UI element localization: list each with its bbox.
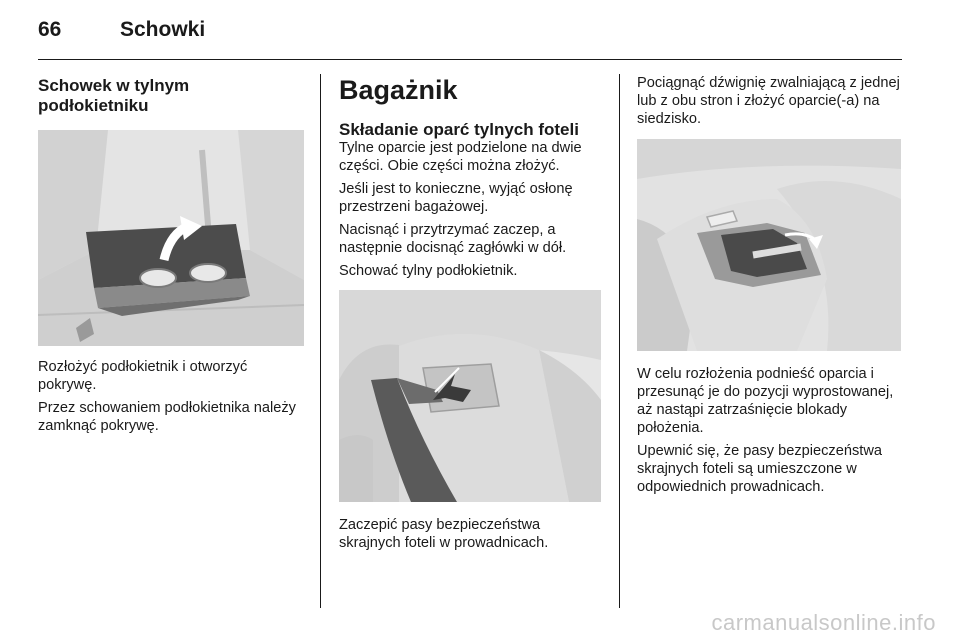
paragraph: Pociągnąć dźwignię zwalniającą z jednej lub z obu stron i złożyć oparcie(-a) na siedzisko. — [637, 75, 900, 127]
paragraph: W celu rozłożenia podnieść oparcia i przesunąć je do pozycji wyprostowanej, aż nastąpi zatrzaśnięcie blokady położenia. — [637, 366, 894, 436]
caption: Zaczepić pasy bezpieczeństwa skrajnych foteli w prowadnicach. — [339, 517, 549, 551]
paragraph: Upewnić się, że pasy bezpieczeństwa skrajnych foteli są umieszczone w odpowiednich prowadnicach. — [637, 443, 882, 495]
column-divider-2 — [619, 74, 620, 608]
release-lever-illustration — [637, 139, 901, 351]
paragraph: Przez schowaniem podłokietnika należy zamknąć pokrywę. — [38, 400, 296, 434]
header-rule — [38, 59, 902, 60]
armrest-illustration — [38, 130, 304, 346]
folding-seats-subtitle: Składanie oparć tylnych foteli — [339, 120, 579, 139]
page-number: 66 — [38, 18, 62, 41]
section-title: Schowki — [120, 18, 206, 41]
paragraph: Rozłożyć podłokietnik i otworzyć pokrywę. — [38, 359, 248, 393]
paragraph: Tylne oparcie jest podzielone na dwie części. Obie części można złożyć. — [339, 140, 582, 174]
column-3 — [637, 74, 903, 501]
paragraph: Nacisnąć i przytrzymać zaczep, a następnie docisnąć zagłówki w dół. — [339, 222, 567, 256]
seatbelt-guide-illustration — [339, 290, 601, 502]
column-divider-1 — [320, 74, 321, 608]
luggage-title: Bagażnik — [339, 75, 458, 105]
watermark: carmanualsonline.info — [711, 610, 936, 635]
paragraph: Schować tylny podłokietnik. — [339, 263, 518, 279]
column-2 — [339, 74, 605, 557]
paragraph: Jeśli jest to konieczne, wyjąć osłonę przestrzeni bagażowej. — [339, 181, 573, 215]
column-1 — [38, 74, 304, 440]
armrest-storage-heading: Schowek w tylnym podłokietniku — [38, 76, 190, 115]
